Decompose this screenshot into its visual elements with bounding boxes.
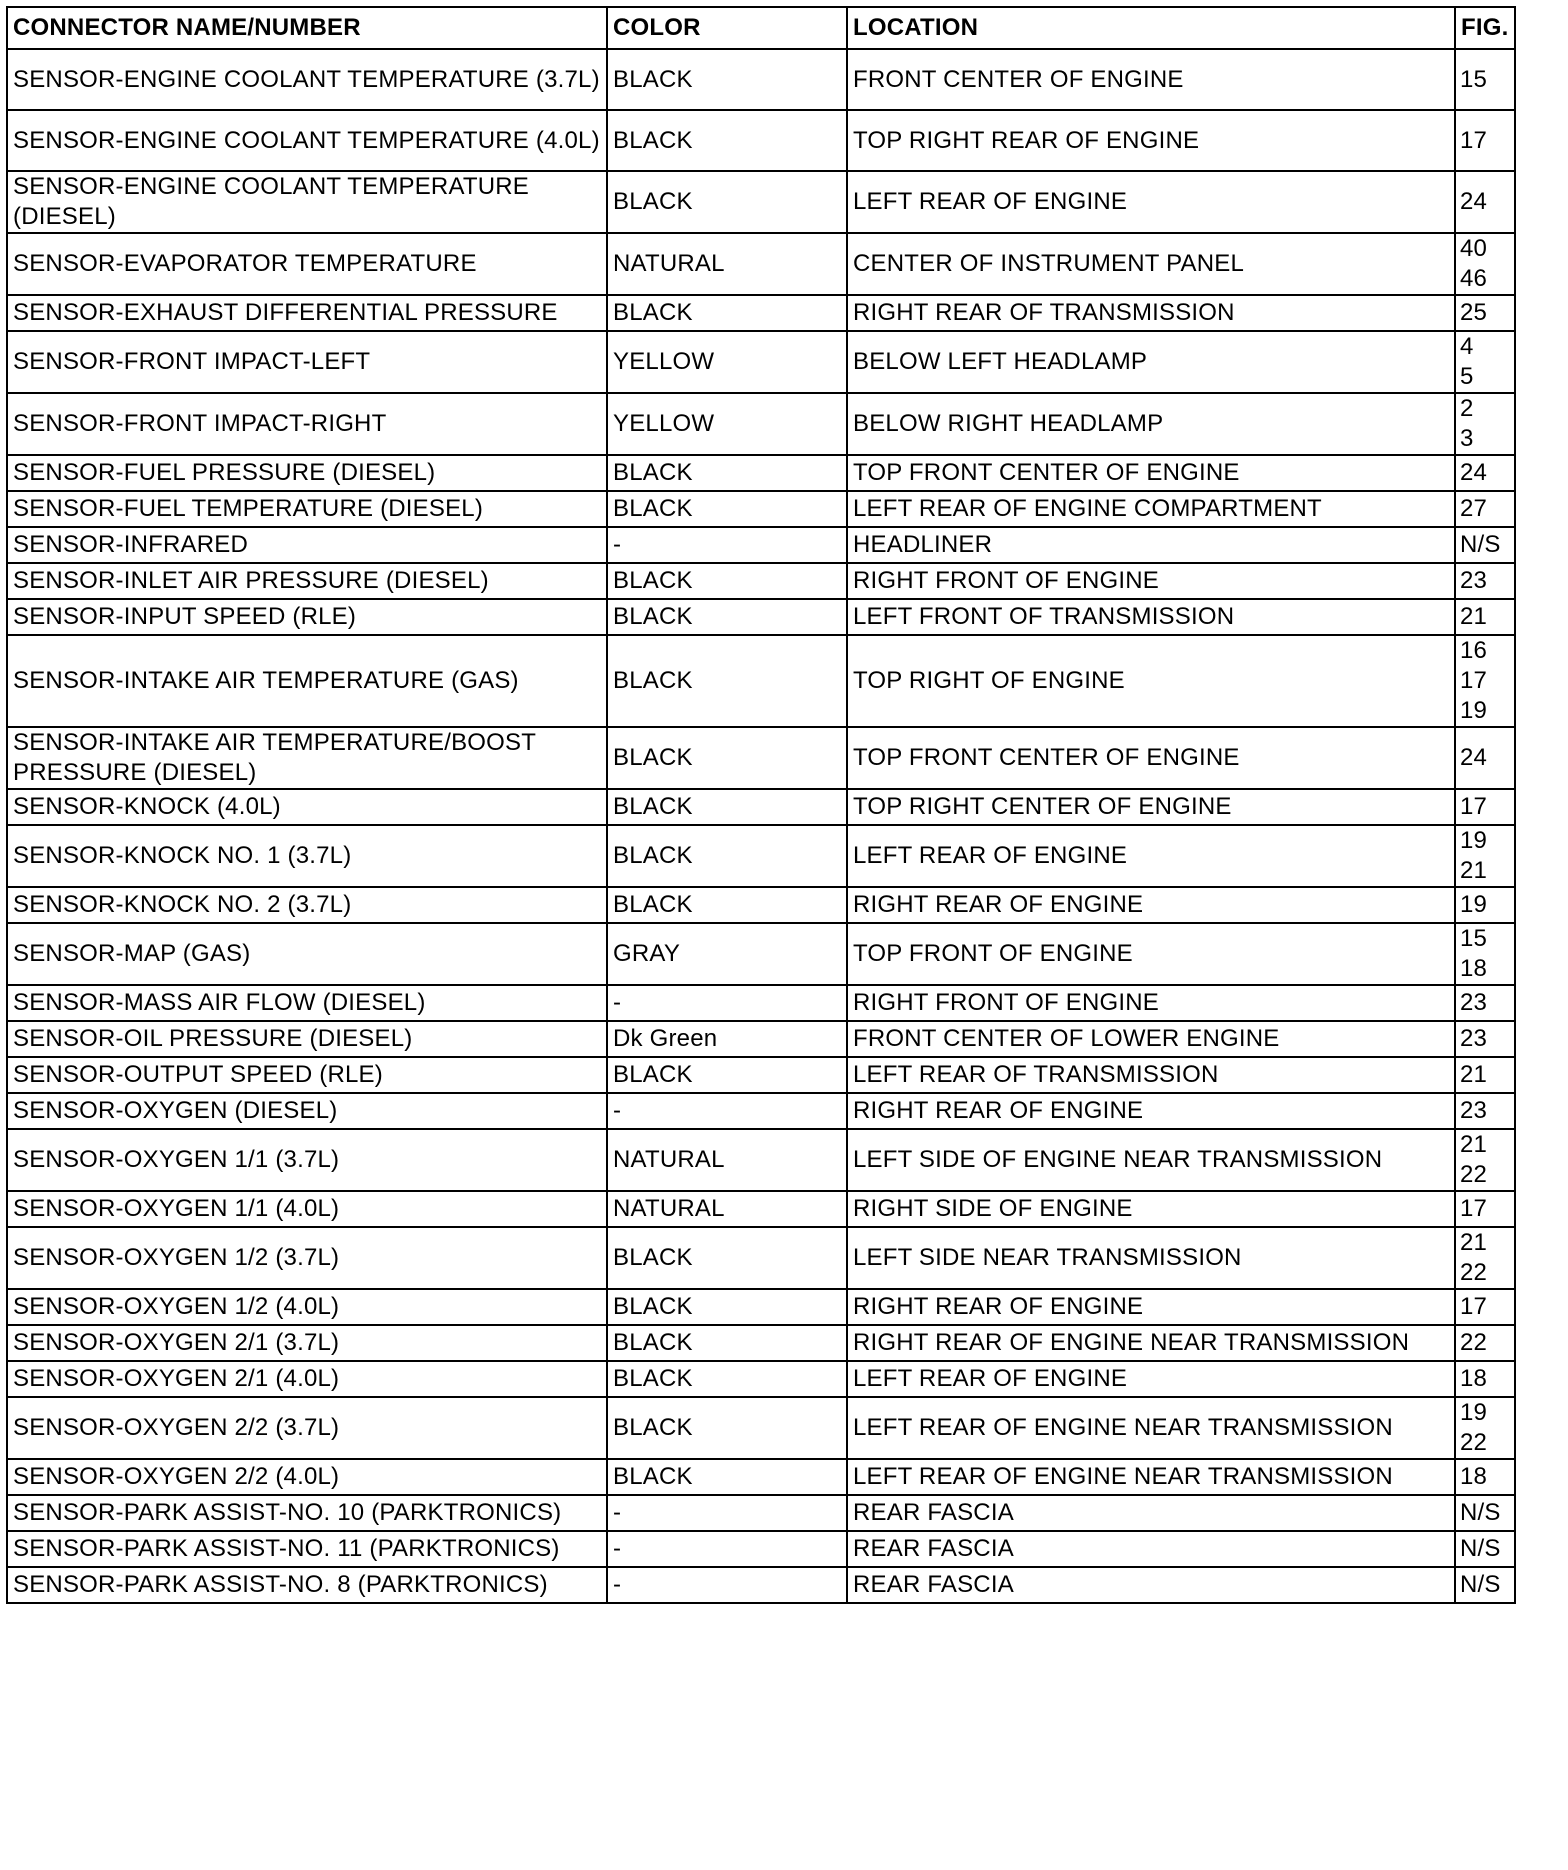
location-cell: LEFT REAR OF ENGINE [847,171,1455,233]
connector-name-cell: SENSOR-OXYGEN 1/2 (4.0L) [7,1289,607,1325]
table-row [7,1495,1515,1531]
location-cell: TOP RIGHT CENTER OF ENGINE [847,789,1455,825]
fig-number: N/S [1460,1571,1501,1598]
fig-number: 19 [1460,1399,1488,1426]
fig-cell [1455,455,1515,491]
location-cell: RIGHT REAR OF TRANSMISSION [847,295,1455,331]
fig-cell [1455,1459,1515,1495]
fig-number: 21 [1460,1229,1488,1256]
fig-number: 19 [1460,891,1488,918]
location-cell: RIGHT REAR OF ENGINE [847,1289,1455,1325]
table-row [7,110,1515,171]
color-cell: - [607,527,847,563]
fig-cell [1455,491,1515,527]
fig-number: N/S [1460,1535,1501,1562]
location-cell: LEFT REAR OF ENGINE NEAR TRANSMISSION [847,1397,1455,1459]
location-cell: TOP RIGHT REAR OF ENGINE [847,110,1455,171]
connector-name-cell: SENSOR-OXYGEN 2/2 (4.0L) [7,1459,607,1495]
table-row [7,1397,1515,1459]
table-row [7,825,1515,887]
color-cell: BLACK [607,455,847,491]
fig-cell [1455,887,1515,923]
location-cell: LEFT SIDE NEAR TRANSMISSION [847,1227,1455,1289]
fig-cell [1455,789,1515,825]
fig-cell [1455,923,1515,985]
connector-name-cell: SENSOR-KNOCK NO. 1 (3.7L) [7,825,607,887]
color-cell: NATURAL [607,1191,847,1227]
table-row [7,563,1515,599]
table-row [7,233,1515,295]
location-cell: TOP FRONT CENTER OF ENGINE [847,455,1455,491]
connector-name-cell: SENSOR-INFRARED [7,527,607,563]
fig-number: 19 [1460,827,1488,854]
connector-name-cell: SENSOR-OXYGEN 1/1 (3.7L) [7,1129,607,1191]
location-cell: RIGHT FRONT OF ENGINE [847,563,1455,599]
fig-cell [1455,1227,1515,1289]
location-cell: LEFT SIDE OF ENGINE NEAR TRANSMISSION [847,1129,1455,1191]
fig-cell [1455,1361,1515,1397]
color-cell: BLACK [607,825,847,887]
fig-cell [1455,599,1515,635]
location-cell: HEADLINER [847,527,1455,563]
fig-number: 18 [1460,1365,1488,1392]
table-body [7,49,1515,1603]
color-cell: BLACK [607,599,847,635]
connector-name-cell: SENSOR-INTAKE AIR TEMPERATURE/BOOST PRESSURE (DIESEL) [7,727,607,789]
fig-number: 21 [1460,1131,1488,1158]
table-row [7,985,1515,1021]
table-row [7,1129,1515,1191]
color-cell: BLACK [607,727,847,789]
fig-number: 23 [1460,1097,1488,1124]
location-cell: LEFT REAR OF ENGINE [847,825,1455,887]
color-cell: BLACK [607,635,847,727]
fig-number: 21 [1460,603,1488,630]
color-cell: - [607,1093,847,1129]
fig-number: 24 [1460,744,1488,771]
fig-cell [1455,727,1515,789]
table-header-row [7,7,1515,49]
location-cell: LEFT REAR OF ENGINE NEAR TRANSMISSION [847,1459,1455,1495]
location-cell: TOP RIGHT OF ENGINE [847,635,1455,727]
header-location: LOCATION [847,7,1455,49]
table-row [7,923,1515,985]
table-row [7,331,1515,393]
connector-name-cell: SENSOR-EXHAUST DIFFERENTIAL PRESSURE [7,295,607,331]
fig-number: 17 [1460,1195,1488,1222]
fig-number: 27 [1460,495,1488,522]
fig-cell [1455,110,1515,171]
color-cell: BLACK [607,887,847,923]
connector-name-cell: SENSOR-INTAKE AIR TEMPERATURE (GAS) [7,635,607,727]
fig-cell [1455,1325,1515,1361]
location-cell: REAR FASCIA [847,1531,1455,1567]
location-cell: CENTER OF INSTRUMENT PANEL [847,233,1455,295]
fig-cell [1455,1191,1515,1227]
color-cell: - [607,1567,847,1603]
fig-cell [1455,1289,1515,1325]
fig-cell [1455,1397,1515,1459]
location-cell: FRONT CENTER OF LOWER ENGINE [847,1021,1455,1057]
fig-number: 18 [1460,955,1488,982]
table-row [7,1567,1515,1603]
table-row [7,1057,1515,1093]
location-cell: TOP FRONT OF ENGINE [847,923,1455,985]
fig-number: 17 [1460,793,1488,820]
fig-cell [1455,985,1515,1021]
location-cell: LEFT FRONT OF TRANSMISSION [847,599,1455,635]
fig-number: 22 [1460,1429,1488,1456]
fig-cell [1455,1531,1515,1567]
header-connector-name: CONNECTOR NAME/NUMBER [7,7,607,49]
fig-number: 15 [1460,65,1488,93]
connector-name-cell: SENSOR-FRONT IMPACT-LEFT [7,331,607,393]
fig-number: 23 [1460,1025,1488,1052]
fig-number: 25 [1460,299,1488,326]
table-row [7,393,1515,455]
connector-name-cell: SENSOR-MAP (GAS) [7,923,607,985]
color-cell: GRAY [607,923,847,985]
color-cell: BLACK [607,491,847,527]
color-cell: BLACK [607,171,847,233]
fig-cell [1455,1129,1515,1191]
fig-number: 17 [1460,667,1488,694]
fig-number: 24 [1460,188,1488,215]
table-row [7,1021,1515,1057]
fig-number: 16 [1460,637,1488,664]
table-row [7,455,1515,491]
connector-name-cell: SENSOR-OXYGEN 1/1 (4.0L) [7,1191,607,1227]
connector-name-cell: SENSOR-MASS AIR FLOW (DIESEL) [7,985,607,1021]
connector-name-cell: SENSOR-OXYGEN 2/1 (3.7L) [7,1325,607,1361]
fig-number: N/S [1460,531,1501,558]
color-cell: BLACK [607,789,847,825]
connector-name-cell: SENSOR-INLET AIR PRESSURE (DIESEL) [7,563,607,599]
color-cell: BLACK [607,295,847,331]
fig-cell [1455,563,1515,599]
location-cell: REAR FASCIA [847,1567,1455,1603]
fig-number: 23 [1460,989,1488,1016]
fig-number: 23 [1460,567,1488,594]
color-cell: YELLOW [607,331,847,393]
table-row [7,49,1515,110]
color-cell: BLACK [607,1057,847,1093]
fig-cell [1455,1093,1515,1129]
connector-name-cell: SENSOR-OIL PRESSURE (DIESEL) [7,1021,607,1057]
table-row [7,1325,1515,1361]
color-cell: BLACK [607,1325,847,1361]
connector-name-cell: SENSOR-OXYGEN 1/2 (3.7L) [7,1227,607,1289]
fig-number: 4 [1460,333,1474,360]
connector-name-cell: SENSOR-EVAPORATOR TEMPERATURE [7,233,607,295]
location-cell: REAR FASCIA [847,1495,1455,1531]
connector-name-cell: SENSOR-OUTPUT SPEED (RLE) [7,1057,607,1093]
color-cell: - [607,1531,847,1567]
location-cell: RIGHT REAR OF ENGINE [847,887,1455,923]
color-cell: BLACK [607,563,847,599]
color-cell: - [607,1495,847,1531]
location-cell: RIGHT REAR OF ENGINE [847,1093,1455,1129]
table-row [7,599,1515,635]
fig-number: N/S [1460,1499,1501,1526]
fig-cell [1455,825,1515,887]
table-row [7,1531,1515,1567]
table-row [7,1093,1515,1129]
location-cell: BELOW LEFT HEADLAMP [847,331,1455,393]
color-cell: NATURAL [607,1129,847,1191]
fig-number: 15 [1460,925,1488,952]
connector-name-cell: SENSOR-OXYGEN (DIESEL) [7,1093,607,1129]
table-row [7,1289,1515,1325]
fig-number: 22 [1460,1329,1488,1356]
connector-name-cell: SENSOR-OXYGEN 2/2 (3.7L) [7,1397,607,1459]
header-fig: FIG. [1455,7,1515,49]
fig-number: 24 [1460,459,1488,486]
color-cell: BLACK [607,49,847,110]
location-cell: RIGHT FRONT OF ENGINE [847,985,1455,1021]
table-row [7,171,1515,233]
color-cell: BLACK [607,1361,847,1397]
color-cell: BLACK [607,1289,847,1325]
connector-name-cell: SENSOR-FUEL TEMPERATURE (DIESEL) [7,491,607,527]
fig-number: 18 [1460,1463,1488,1490]
connector-name-cell: SENSOR-PARK ASSIST-NO. 8 (PARKTRONICS) [7,1567,607,1603]
fig-number: 22 [1460,1259,1488,1286]
table-row [7,1459,1515,1495]
header-color: COLOR [607,7,847,49]
connector-name-cell: SENSOR-ENGINE COOLANT TEMPERATURE (DIESEL) [7,171,607,233]
fig-cell [1455,1567,1515,1603]
fig-cell [1455,295,1515,331]
location-cell: LEFT REAR OF TRANSMISSION [847,1057,1455,1093]
fig-number: 40 [1460,235,1488,262]
color-cell: Dk Green [607,1021,847,1057]
color-cell: BLACK [607,1227,847,1289]
color-cell: YELLOW [607,393,847,455]
fig-cell [1455,1495,1515,1531]
fig-cell [1455,393,1515,455]
fig-number: 17 [1460,1293,1488,1320]
fig-cell [1455,331,1515,393]
location-cell: RIGHT SIDE OF ENGINE [847,1191,1455,1227]
fig-cell [1455,49,1515,110]
fig-number: 2 [1460,395,1474,422]
fig-cell [1455,1021,1515,1057]
table-row [7,491,1515,527]
connector-name-cell: SENSOR-FUEL PRESSURE (DIESEL) [7,455,607,491]
fig-cell [1455,233,1515,295]
fig-number: 46 [1460,265,1488,292]
fig-number: 19 [1460,697,1488,724]
connector-name-cell: SENSOR-OXYGEN 2/1 (4.0L) [7,1361,607,1397]
color-cell: BLACK [607,1459,847,1495]
location-cell: TOP FRONT CENTER OF ENGINE [847,727,1455,789]
connector-name-cell: SENSOR-ENGINE COOLANT TEMPERATURE (4.0L) [7,110,607,171]
connector-table [6,6,1516,1604]
connector-name-cell: SENSOR-PARK ASSIST-NO. 11 (PARKTRONICS) [7,1531,607,1567]
fig-number: 22 [1460,1161,1488,1188]
color-cell: - [607,985,847,1021]
table-row [7,1361,1515,1397]
table-row [7,295,1515,331]
color-cell: NATURAL [607,233,847,295]
connector-name-cell: SENSOR-PARK ASSIST-NO. 10 (PARKTRONICS) [7,1495,607,1531]
connector-name-cell: SENSOR-KNOCK NO. 2 (3.7L) [7,887,607,923]
fig-number: 3 [1460,425,1474,452]
table-row [7,527,1515,563]
table-row [7,727,1515,789]
table-row [7,635,1515,727]
color-cell: BLACK [607,110,847,171]
location-cell: BELOW RIGHT HEADLAMP [847,393,1455,455]
fig-number: 21 [1460,1061,1488,1088]
table-row [7,789,1515,825]
fig-number: 17 [1460,126,1488,154]
table-row [7,887,1515,923]
location-cell: RIGHT REAR OF ENGINE NEAR TRANSMISSION [847,1325,1455,1361]
table-row [7,1191,1515,1227]
table-row [7,1227,1515,1289]
fig-cell [1455,635,1515,727]
fig-number: 21 [1460,857,1488,884]
fig-cell [1455,1057,1515,1093]
connector-name-cell: SENSOR-ENGINE COOLANT TEMPERATURE (3.7L) [7,49,607,110]
color-cell: BLACK [607,1397,847,1459]
connector-name-cell: SENSOR-INPUT SPEED (RLE) [7,599,607,635]
connector-name-cell: SENSOR-FRONT IMPACT-RIGHT [7,393,607,455]
location-cell: FRONT CENTER OF ENGINE [847,49,1455,110]
fig-cell [1455,527,1515,563]
location-cell: LEFT REAR OF ENGINE COMPARTMENT [847,491,1455,527]
fig-number: 5 [1460,363,1474,390]
location-cell: LEFT REAR OF ENGINE [847,1361,1455,1397]
fig-cell [1455,171,1515,233]
connector-name-cell: SENSOR-KNOCK (4.0L) [7,789,607,825]
